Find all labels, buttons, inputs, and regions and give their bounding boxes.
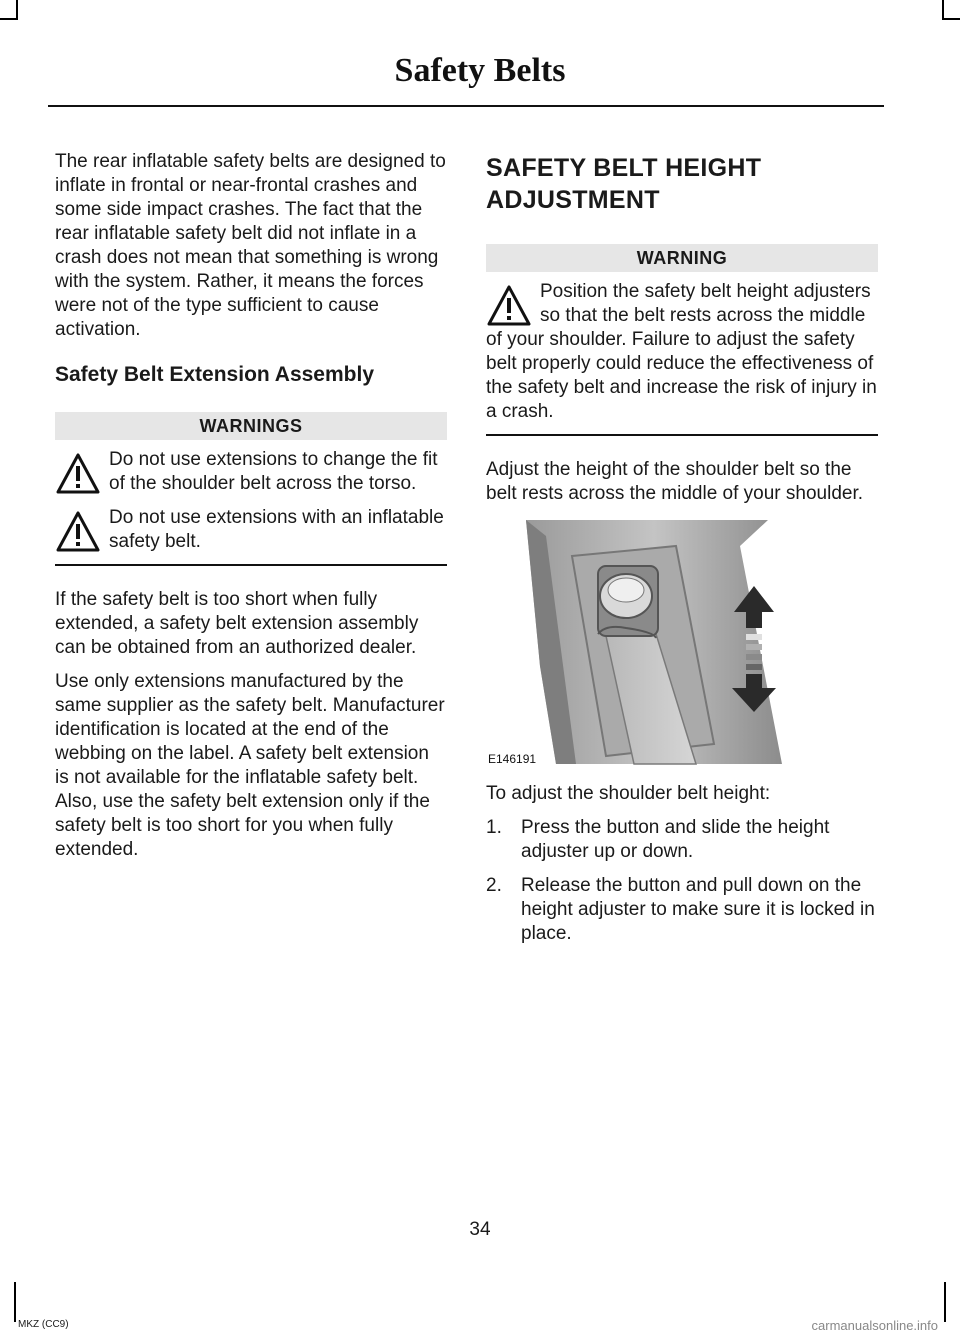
warning-text: Do not use extensions with an inflatable safety belt.	[109, 507, 444, 552]
warning-item	[486, 280, 878, 424]
crop-mark	[944, 1282, 946, 1322]
warning-header: WARNING	[486, 244, 878, 272]
section-heading	[486, 152, 878, 216]
warning-end-rule	[486, 434, 878, 436]
left-column	[55, 150, 447, 872]
figure-label: E146191	[488, 752, 537, 766]
warning-item	[55, 448, 447, 496]
warning-text: Do not use extensions to change the fit of the shoulder belt across the torso.	[109, 449, 438, 494]
warnings-end-rule	[55, 564, 447, 566]
warning-text: Position the safety belt height adjusters so that the belt rests across the middle of your shoulder. Failure to adjust the safety belt properly could reduce the effectiveness of the safety belt and increase the risk of injury in a crash.	[486, 281, 877, 422]
arrow-stripe	[746, 634, 762, 640]
belt-height-adjuster-illustration	[486, 516, 786, 770]
steps-list	[486, 816, 878, 946]
arrow-stripe	[746, 654, 762, 660]
heading-line-1: SAFETY BELT HEIGHT	[486, 154, 762, 182]
crop-mark	[942, 18, 960, 20]
model-code: MKZ (CC9)	[18, 1319, 69, 1330]
crop-mark	[16, 0, 18, 20]
right-column	[486, 150, 878, 956]
pillar-illustration	[486, 516, 786, 770]
page-number: 34	[469, 1219, 491, 1240]
crop-mark	[14, 1282, 16, 1322]
warning-triangle-icon	[55, 510, 101, 554]
subheading-extension: Safety Belt Extension Assembly	[55, 363, 374, 386]
warning-triangle-icon	[55, 452, 101, 496]
warnings-header: WARNINGS	[55, 412, 447, 440]
list-item	[486, 816, 878, 864]
steps-intro: To adjust the shoulder belt height:	[486, 783, 771, 804]
adjuster-button-top	[608, 578, 644, 602]
step-number: 2.	[486, 875, 502, 896]
header-rule	[48, 105, 884, 107]
warning-triangle-icon	[486, 284, 532, 328]
list-item	[486, 874, 878, 946]
step-number: 1.	[486, 817, 502, 838]
extension-paragraph: If the safety belt is too short when fully extended, a safety belt extension assembly can be obtained from an authorized dealer.	[55, 589, 419, 658]
crop-mark	[942, 0, 944, 20]
arrow-stripe	[746, 644, 762, 650]
arrow-stripe	[746, 664, 762, 670]
watermark: carmanualsonline.info	[811, 1318, 938, 1333]
supplier-paragraph: Use only extensions manufactured by the same supplier as the safety belt. Manufacturer identification is located at the end of the webbing on the label. A safety belt extension is not available for the inflatable safety belt. Also, use the safety belt extension only if the safety belt is too short for you when fully extended.	[55, 671, 445, 860]
heading-line-2: ADJUSTMENT	[486, 186, 660, 214]
adjust-paragraph: Adjust the height of the shoulder belt so the belt rests across the middle of your shoulder.	[486, 459, 864, 504]
warning-item	[55, 506, 447, 554]
step-text: Press the button and slide the height adjuster up or down.	[521, 817, 830, 862]
page-title: Safety Belts	[394, 52, 566, 89]
intro-paragraph: The rear inflatable safety belts are designed to inflate in frontal or near-frontal crashes and some side impact crashes. The fact that the rear inflatable safety belt did not inflate in a crash does not mean that something is wrong with the system. Rather, it means the forces were not of the type sufficient to cause activation.	[55, 151, 446, 340]
step-text: Release the button and pull down on the height adjuster to make sure it is locked in place.	[521, 875, 875, 944]
